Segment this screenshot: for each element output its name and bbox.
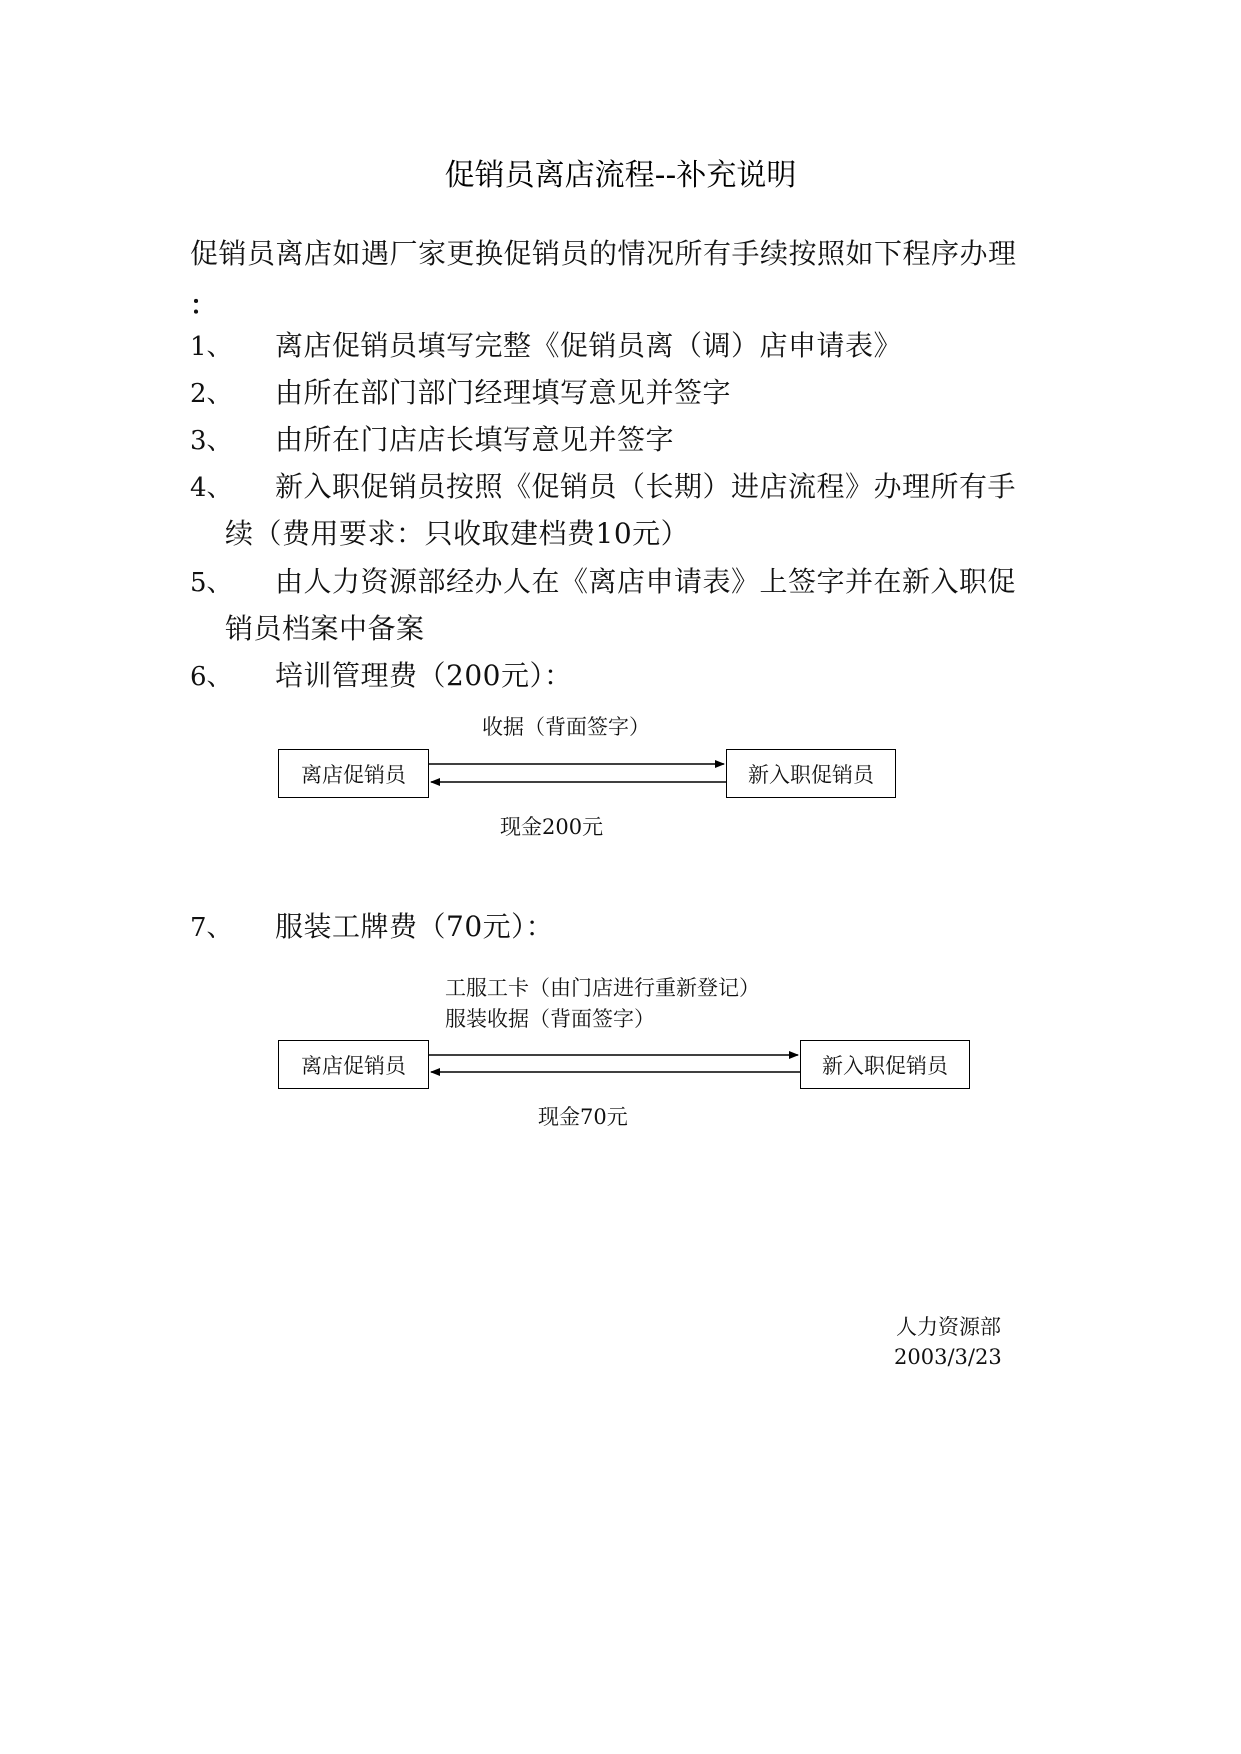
item-text-continuation: 续（费用要求：只收取建档费10元） xyxy=(225,517,690,550)
item-text: 由人力资源部经办人在《离店申请表》上签字并在新入职促 xyxy=(275,565,1017,598)
diagram2-top-label-2: 服装收据（背面签字） xyxy=(445,1007,655,1031)
item-number: 4、 xyxy=(190,473,233,503)
item-number: 7、 xyxy=(190,913,233,943)
item-number: 1、 xyxy=(190,332,233,362)
item-text: 由所在部门部门经理填写意见并签字 xyxy=(275,376,732,409)
diagram1-top-label: 收据（背面签字） xyxy=(482,715,650,739)
diagram1-right-box: 新入职促销员 xyxy=(726,749,896,798)
item-text-continuation: 销员档案中备案 xyxy=(225,612,425,645)
diagram1-bottom-label: 现金200元 xyxy=(500,815,604,839)
item-text: 服装工牌费（70元）： xyxy=(275,910,555,943)
item-number: 5、 xyxy=(190,568,233,598)
item-number: 6、 xyxy=(190,662,233,692)
diagram2-bottom-label: 现金70元 xyxy=(538,1105,628,1129)
diagram2-right-box: 新入职促销员 xyxy=(800,1040,970,1089)
item-number: 2、 xyxy=(190,379,233,409)
diagram2-left-box: 离店促销员 xyxy=(278,1040,429,1089)
intro-text: 促销员离店如遇厂家更换促销员的情况所有手续按照如下程序办理 xyxy=(190,237,1017,270)
item-text: 培训管理费（200元）： xyxy=(275,659,573,692)
intro-continuation: ： xyxy=(190,291,217,321)
document-title: 促销员离店流程--补充说明 xyxy=(444,158,797,193)
signature-date: 2003/3/23 xyxy=(894,1345,1002,1369)
item-text: 由所在门店店长填写意见并签字 xyxy=(275,423,675,456)
item-text: 离店促销员填写完整《促销员离（调）店申请表》 xyxy=(275,329,903,362)
signature-department: 人力资源部 xyxy=(896,1315,1001,1339)
diagram1-left-box: 离店促销员 xyxy=(278,749,429,798)
item-number: 3、 xyxy=(190,426,233,456)
diagram2-top-label-1: 工服工卡（由门店进行重新登记） xyxy=(445,976,760,1000)
item-text: 新入职促销员按照《促销员（长期）进店流程》办理所有手 xyxy=(275,470,1017,503)
